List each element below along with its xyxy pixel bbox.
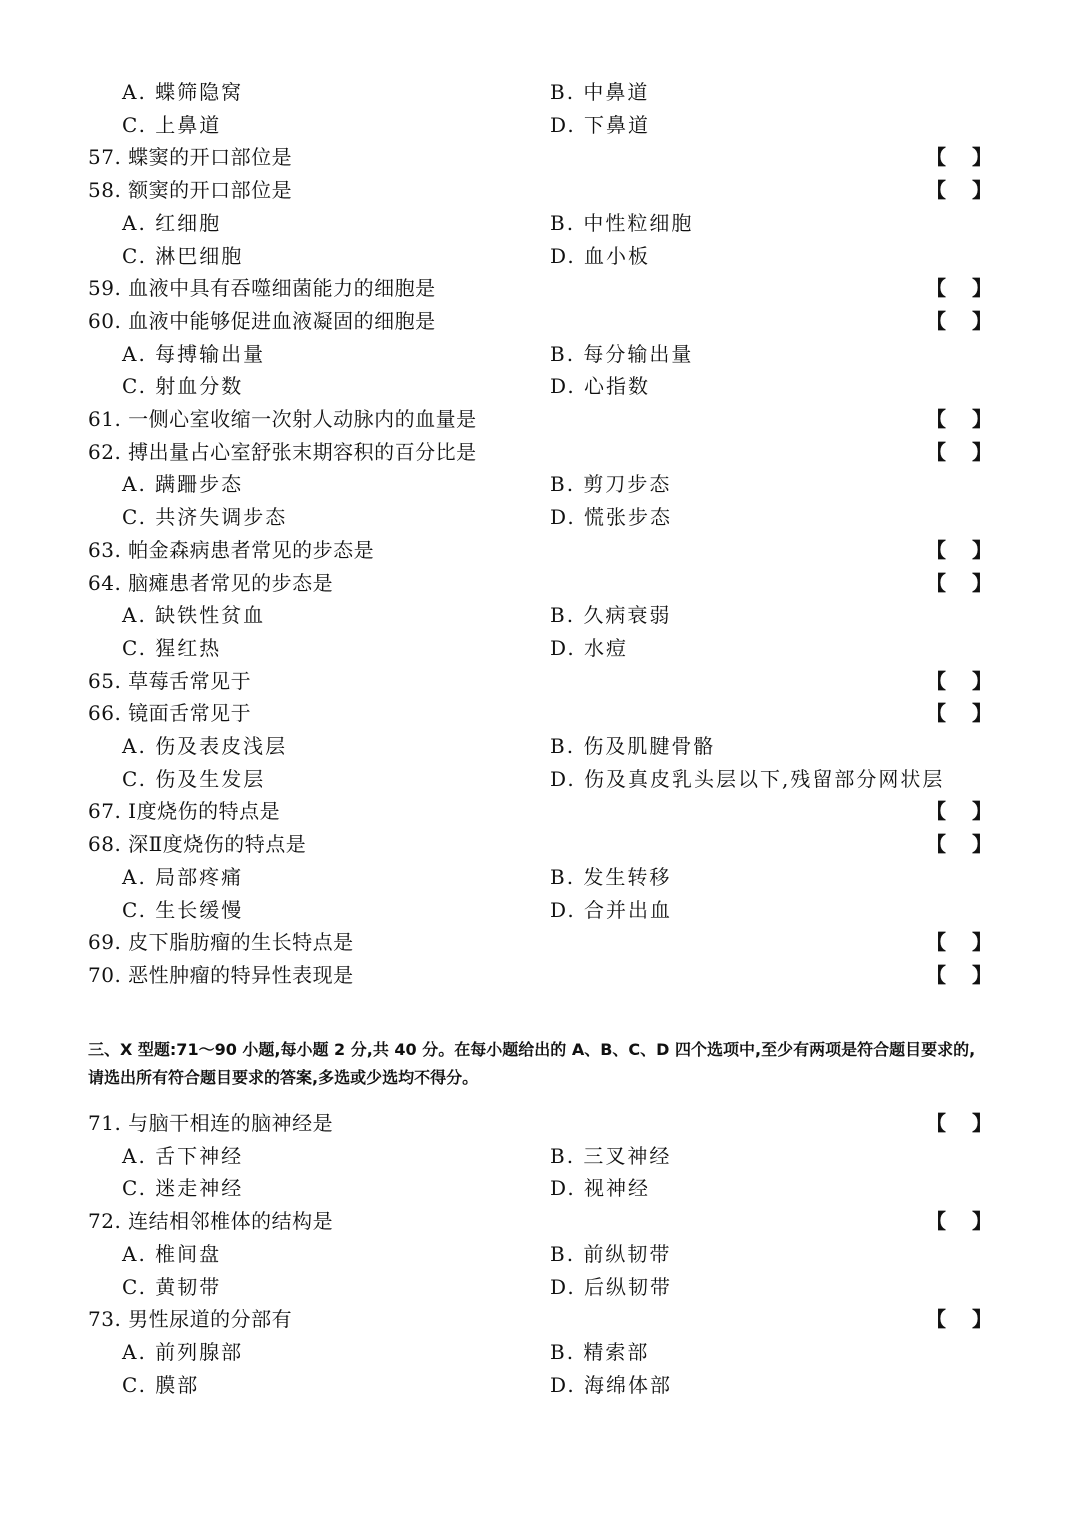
bracket-close: 】 xyxy=(972,799,992,824)
question-text: 73. 男性尿道的分部有 xyxy=(88,1307,293,1332)
question-text: 66. 镜面舌常见于 xyxy=(88,701,252,726)
question-text: 68. 深Ⅱ度烧伤的特点是 xyxy=(88,832,307,857)
bracket-open: 【 xyxy=(926,1111,946,1135)
options-row xyxy=(0,861,1080,893)
option-right: D. 视神经 xyxy=(550,1176,651,1201)
answer-bracket[interactable] xyxy=(926,1205,992,1237)
options-row xyxy=(0,894,1080,926)
answer-bracket[interactable] xyxy=(926,141,992,173)
option-left: C. 猩红热 xyxy=(122,635,222,660)
question-row xyxy=(0,828,1080,860)
section-heading: 三、X 型题:71～90 小题,每小题 2 分,共 40 分。在每小题给出的 A、B、C、D 四个选项中,至少有两项是符合题目要求的,请选出所有符合题目要求的答案,多选或少选均不得分。 xyxy=(88,1040,976,1087)
option-left: A. 局部疼痛 xyxy=(122,864,244,889)
bracket-open: 【 xyxy=(926,701,946,726)
option-left: C. 伤及生发层 xyxy=(122,766,266,791)
answer-bracket[interactable] xyxy=(926,1107,992,1139)
question-row xyxy=(0,1205,1080,1237)
bracket-open: 【 xyxy=(926,1307,946,1332)
answer-bracket[interactable] xyxy=(926,174,992,206)
options-row xyxy=(0,370,1080,402)
option-left: C. 迷走神经 xyxy=(122,1176,244,1201)
question-row xyxy=(0,174,1080,206)
options-row xyxy=(0,338,1080,370)
question-text: 59. 血液中具有吞噬细菌能力的细胞是 xyxy=(88,276,436,301)
option-left: C. 膜部 xyxy=(122,1372,200,1397)
question-text: 64. 脑瘫患者常见的步态是 xyxy=(88,570,334,595)
bracket-open: 【 xyxy=(926,276,946,301)
options-row xyxy=(0,207,1080,239)
question-row xyxy=(0,1303,1080,1335)
bracket-close: 】 xyxy=(972,1307,992,1332)
option-right: B. 久病衰弱 xyxy=(550,603,672,628)
option-left: A. 每搏输出量 xyxy=(122,341,266,366)
option-right: B. 三叉神经 xyxy=(550,1143,672,1168)
bracket-close: 】 xyxy=(972,930,992,955)
bracket-open: 【 xyxy=(926,832,946,857)
bracket-close: 】 xyxy=(972,276,992,301)
question-row xyxy=(0,534,1080,566)
options-row xyxy=(0,632,1080,664)
bracket-close: 】 xyxy=(972,1209,992,1234)
option-left: A. 椎间盘 xyxy=(122,1241,222,1266)
options-row xyxy=(0,763,1080,795)
answer-bracket[interactable] xyxy=(926,697,992,729)
options-row xyxy=(0,1140,1080,1172)
answer-bracket[interactable] xyxy=(926,305,992,337)
question-text: 72. 连结相邻椎体的结构是 xyxy=(88,1209,334,1234)
question-text: 71. 与脑干相连的脑神经是 xyxy=(88,1111,334,1135)
bracket-open: 【 xyxy=(926,308,946,333)
option-left: C. 黄韧带 xyxy=(122,1274,222,1299)
bracket-close: 】 xyxy=(972,1111,992,1135)
answer-bracket[interactable] xyxy=(926,436,992,468)
bracket-close: 】 xyxy=(972,439,992,464)
question-text: 58. 额窦的开口部位是 xyxy=(88,178,293,203)
bracket-open: 【 xyxy=(926,178,946,203)
question-text: 57. 蝶窦的开口部位是 xyxy=(88,145,293,170)
option-right: B. 伤及肌腱骨骼 xyxy=(550,734,716,758)
bracket-close: 】 xyxy=(972,962,992,987)
answer-bracket[interactable] xyxy=(926,272,992,304)
option-right: D. 后纵韧带 xyxy=(550,1274,673,1299)
bracket-open: 【 xyxy=(926,439,946,464)
option-left: A. 伤及表皮浅层 xyxy=(122,734,288,758)
options-row xyxy=(0,76,1080,108)
question-text: 62. 搏出量占心室舒张末期容积的百分比是 xyxy=(88,439,477,464)
answer-bracket[interactable] xyxy=(926,403,992,435)
option-left: C. 共济失调步态 xyxy=(122,505,288,530)
bracket-open: 【 xyxy=(926,145,946,170)
answer-bracket[interactable] xyxy=(926,534,992,566)
option-left: C. 淋巴细胞 xyxy=(122,243,244,268)
option-left: A. 蝶筛隐窝 xyxy=(122,80,244,104)
option-left: A. 前列腺部 xyxy=(122,1339,244,1364)
option-right: B. 精索部 xyxy=(550,1339,650,1364)
option-right: D. 下鼻道 xyxy=(550,112,651,137)
question-row xyxy=(0,305,1080,337)
question-row xyxy=(0,795,1080,827)
question-row xyxy=(0,272,1080,304)
option-right: D. 水痘 xyxy=(550,635,629,660)
bracket-open: 【 xyxy=(926,962,946,987)
options-row xyxy=(0,730,1080,762)
question-row xyxy=(0,926,1080,958)
question-row xyxy=(0,403,1080,435)
options-row xyxy=(0,599,1080,631)
question-text: 63. 帕金森病患者常见的步态是 xyxy=(88,537,375,562)
options-row xyxy=(0,1336,1080,1368)
option-right: B. 中鼻道 xyxy=(550,80,650,104)
option-right: D. 慌张步态 xyxy=(550,505,673,530)
answer-bracket[interactable] xyxy=(926,959,992,991)
question-text: 69. 皮下脂肪瘤的生长特点是 xyxy=(88,930,354,955)
option-left: A. 缺铁性贫血 xyxy=(122,603,266,628)
option-right: B. 剪刀步态 xyxy=(550,472,672,497)
bracket-open: 【 xyxy=(926,930,946,955)
bracket-open: 【 xyxy=(926,570,946,595)
option-right: B. 发生转移 xyxy=(550,864,672,889)
option-left: A. 红细胞 xyxy=(122,210,222,235)
option-right: B. 前纵韧带 xyxy=(550,1241,672,1266)
bracket-close: 】 xyxy=(972,537,992,562)
option-right: B. 中性粒细胞 xyxy=(550,210,694,235)
options-row xyxy=(0,1271,1080,1303)
option-left: A. 舌下神经 xyxy=(122,1143,244,1168)
bracket-open: 【 xyxy=(926,668,946,693)
answer-bracket[interactable] xyxy=(926,795,992,827)
options-row xyxy=(0,240,1080,272)
question-row xyxy=(0,959,1080,991)
question-text: 67. Ⅰ度烧伤的特点是 xyxy=(88,799,281,824)
option-left: C. 射血分数 xyxy=(122,374,244,399)
bracket-close: 】 xyxy=(972,668,992,693)
question-text: 70. 恶性肿瘤的特异性表现是 xyxy=(88,962,354,987)
bracket-close: 】 xyxy=(972,178,992,203)
question-row xyxy=(0,665,1080,697)
option-right: D. 合并出血 xyxy=(550,897,673,922)
question-row xyxy=(0,141,1080,173)
question-row xyxy=(0,1107,1080,1139)
question-text: 65. 草莓舌常见于 xyxy=(88,668,252,693)
option-right: D. 血小板 xyxy=(550,243,651,268)
question-text: 61. 一侧心室收缩一次射人动脉内的血量是 xyxy=(88,407,477,431)
bracket-close: 】 xyxy=(972,701,992,726)
option-right: D. 伤及真皮乳头层以下,残留部分网状层 xyxy=(550,766,945,791)
bracket-open: 【 xyxy=(926,537,946,562)
options-row xyxy=(0,468,1080,500)
option-right: D. 心指数 xyxy=(550,374,651,399)
option-left: C. 上鼻道 xyxy=(122,112,222,137)
question-row xyxy=(0,697,1080,729)
bracket-open: 【 xyxy=(926,407,946,431)
options-row xyxy=(0,1369,1080,1401)
option-right: D. 海绵体部 xyxy=(550,1372,673,1397)
answer-bracket[interactable] xyxy=(926,926,992,958)
option-left: C. 生长缓慢 xyxy=(122,897,244,922)
option-right: B. 每分输出量 xyxy=(550,341,694,366)
question-text: 60. 血液中能够促进血液凝固的细胞是 xyxy=(88,308,436,333)
answer-bracket[interactable] xyxy=(926,567,992,599)
bracket-close: 】 xyxy=(972,407,992,431)
question-row xyxy=(0,436,1080,468)
answer-bracket[interactable] xyxy=(926,1303,992,1335)
options-row xyxy=(0,1238,1080,1270)
options-row xyxy=(0,501,1080,533)
bracket-close: 】 xyxy=(972,308,992,333)
bracket-close: 】 xyxy=(972,570,992,595)
question-row xyxy=(0,567,1080,599)
bracket-open: 【 xyxy=(926,1209,946,1234)
answer-bracket[interactable] xyxy=(926,828,992,860)
options-row xyxy=(0,1172,1080,1204)
bracket-close: 】 xyxy=(972,145,992,170)
answer-bracket[interactable] xyxy=(926,665,992,697)
options-row xyxy=(0,109,1080,141)
bracket-open: 【 xyxy=(926,799,946,824)
bracket-close: 】 xyxy=(972,832,992,857)
option-left: A. 蹒跚步态 xyxy=(122,472,244,497)
